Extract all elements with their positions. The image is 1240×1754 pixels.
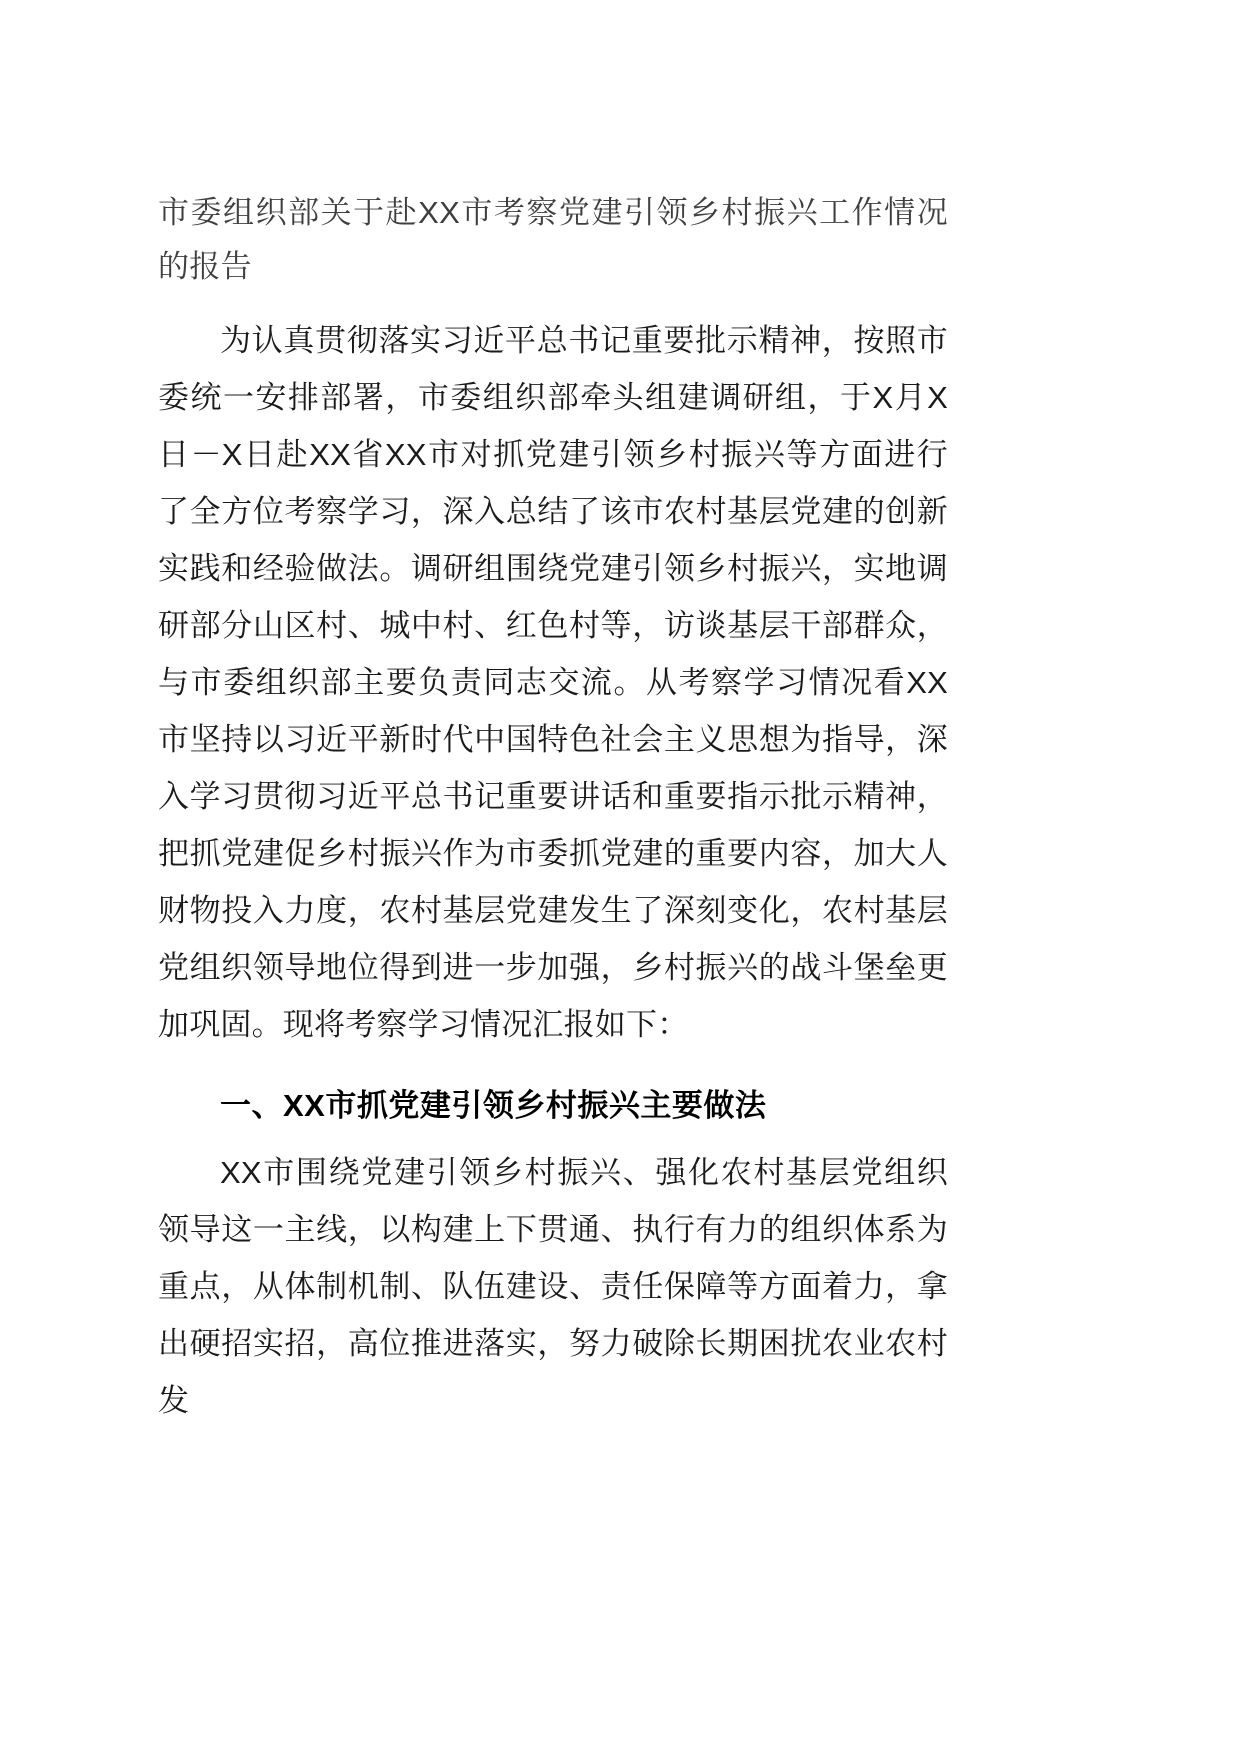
- document-body: [158, 186, 948, 1437]
- section-heading-one: 一、XX市抓党建引领乡村振兴主要做法: [220, 1088, 767, 1123]
- paragraph-intro: 为认真贯彻落实习近平总书记重要批示精神，按照市委统一安排部署，市委组织部牵头组建调研组，于X月X日－X日赴XX省XX市对抓党建引领乡村振兴等方面进行了全方位考察学习，深入总结了该市农村基层党建的创新实践和经验做法。调研组围绕党建引领乡村振兴，实地调研部分山区村、城中村、红色村等，访谈基层干部群众，与市委组织部主要负责同志交流。从考察学习情况看XX市坚持以习近平新时代中国特色社会主义思想为指导，深入学习贯彻习近平总书记重要讲话和重要指示批示精神，把抓党建促乡村振兴作为市委抓党建的重要内容，加大人财物投入力度，农村基层党建发生了深刻变化，农村基层党组织领导地位得到进一步加强，乡村振兴的战斗堡垒更加巩固。现将考察学习情况汇报如下：: [158, 323, 948, 1042]
- paragraph-section-one: XX市围绕党建引领乡村振兴、强化农村基层党组织领导这一主线，以构建上下贯通、执行有力的组织体系为重点，从体制机制、队伍建设、责任保障等方面着力，拿出硬招实招，高位推进落实，努力破除长期困扰农业农村发: [158, 1155, 948, 1418]
- document-title: 市委组织部关于赴XX市考察党建引领乡村振兴工作情况的报告: [158, 195, 948, 284]
